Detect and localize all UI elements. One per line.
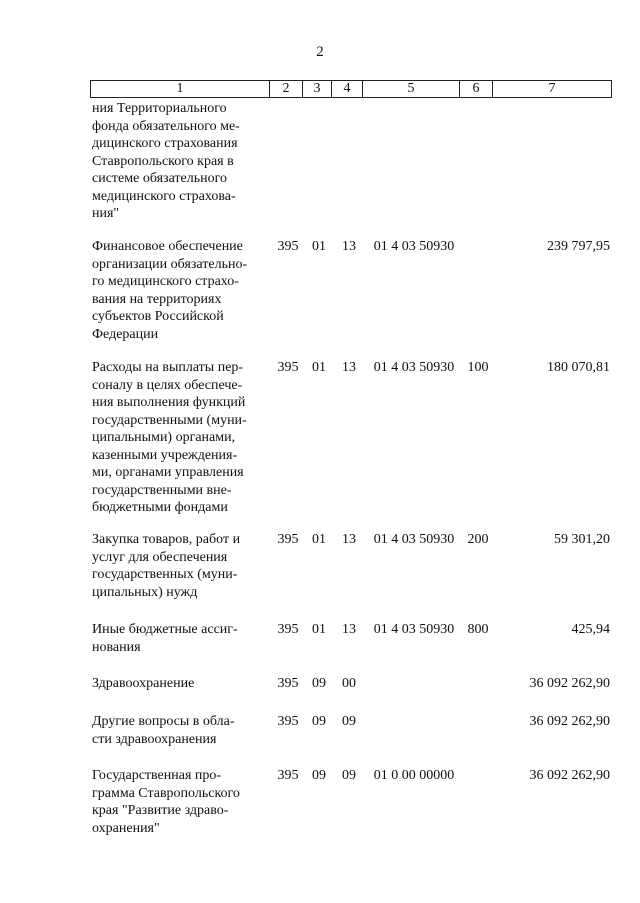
- row-name-line: вания на территориях: [92, 291, 222, 307]
- row-name-line: ципальными) органами,: [92, 430, 236, 445]
- row-csr: 01 4 03 50930: [373, 532, 455, 547]
- row-sum: 180 070,81: [547, 360, 610, 375]
- row-name: [92, 100, 267, 223]
- row-pr: 13: [342, 532, 356, 547]
- row-name-line: нования: [92, 639, 141, 655]
- row-name-line: системе обязательного: [92, 171, 228, 186]
- row-name-line: охранения": [92, 820, 160, 836]
- row-ved: 395: [277, 360, 299, 375]
- row-name-line: государственными (муни-: [92, 412, 247, 428]
- row-name-line: Ставропольского края в: [92, 153, 234, 169]
- row-pr: 13: [342, 360, 356, 375]
- row-name-line: ми, органами управления: [92, 465, 244, 480]
- row-sum: 239 797,95: [547, 239, 610, 254]
- row-ved: 395: [277, 239, 299, 254]
- row-name-line: Другие вопросы в обла-: [92, 714, 235, 729]
- row-name-line: соналу в целях обеспече-: [92, 377, 243, 393]
- row-csr: 01 4 03 50930: [373, 622, 455, 637]
- row-name-line: бюджетными фондами: [92, 500, 228, 515]
- row-name-line: Федерации: [92, 326, 159, 342]
- row-rz: 01: [312, 239, 326, 254]
- row-rz: 09: [312, 676, 326, 691]
- row-name-line: государственными вне-: [92, 482, 232, 498]
- page-number: 2: [316, 44, 324, 60]
- row-name-line: Государственная про-: [92, 768, 222, 783]
- row-vr: 800: [467, 622, 489, 637]
- row-pr: 09: [342, 714, 356, 729]
- row-name-line: грамма Ставропольского: [92, 785, 240, 801]
- row-ved: 395: [277, 622, 299, 637]
- row-name-line: ния выполнения функций: [92, 395, 246, 410]
- row-rz: 09: [312, 768, 326, 783]
- row-name-line: фонда обязательного ме-: [92, 118, 240, 134]
- row-name-line: организации обязательно-: [92, 256, 248, 272]
- row-name-line: услуг для обеспечения: [92, 549, 228, 565]
- row-name-line: края "Развитие здраво-: [92, 803, 229, 818]
- row-name-line: Финансовое обеспечение: [92, 239, 243, 254]
- row-name: [92, 621, 267, 656]
- header-col-5: 5: [363, 81, 460, 98]
- row-rz: 01: [312, 360, 326, 375]
- row-sum: 59 301,20: [554, 532, 610, 547]
- row-pr: 13: [342, 239, 356, 254]
- row-name: [92, 713, 267, 748]
- row-name: [92, 767, 267, 837]
- row-name-line: ния": [92, 206, 120, 221]
- row-vr: 200: [467, 532, 489, 547]
- row-csr: 01 0 00 00000: [373, 768, 455, 783]
- row-rz: 09: [312, 714, 326, 729]
- header-col-4: 4: [332, 81, 363, 98]
- row-name-line: казенными учреждения-: [92, 447, 238, 463]
- row-ved: 395: [277, 768, 299, 783]
- row-sum: 36 092 262,90: [529, 676, 610, 691]
- row-csr: 01 4 03 50930: [373, 360, 455, 375]
- row-name-line: Закупка товаров, работ и: [92, 532, 241, 547]
- row-sum: 425,94: [571, 622, 610, 637]
- row-name-line: дицинского страхования: [92, 136, 238, 151]
- row-name-line: Иные бюджетные ассиг-: [92, 622, 238, 637]
- row-name-line: Расходы на выплаты пер-: [92, 360, 244, 375]
- column-header-table: [90, 80, 612, 98]
- header-col-1: 1: [91, 81, 270, 98]
- row-name-line: государственных (муни-: [92, 567, 238, 582]
- row-sum: 36 092 262,90: [529, 768, 610, 783]
- row-name: [92, 359, 267, 517]
- row-ved: 395: [277, 676, 299, 691]
- header-col-6: 6: [460, 81, 493, 98]
- row-ved: 395: [277, 714, 299, 729]
- row-pr: 00: [342, 676, 356, 691]
- row-name: [92, 531, 267, 601]
- row-name-line: Здравоохранение: [92, 676, 195, 691]
- row-name-line: ципальных) нужд: [92, 584, 198, 600]
- row-pr: 09: [342, 768, 356, 783]
- header-col-2: 2: [270, 81, 303, 98]
- row-name-line: сти здравоохранения: [92, 731, 217, 747]
- row-rz: 01: [312, 532, 326, 547]
- row-ved: 395: [277, 532, 299, 547]
- row-vr: 100: [467, 360, 489, 375]
- row-rz: 01: [312, 622, 326, 637]
- row-name-line: го медицинского страхо-: [92, 274, 239, 289]
- row-name-line: медицинского страхова-: [92, 188, 236, 204]
- row-name: [92, 238, 267, 343]
- row-csr: 01 4 03 50930: [373, 239, 455, 254]
- row-name-line: ния Территориального: [92, 101, 227, 116]
- row-name-line: субъектов Российской: [92, 309, 224, 324]
- row-sum: 36 092 262,90: [529, 714, 610, 729]
- header-col-3: 3: [303, 81, 332, 98]
- row-name: [92, 675, 267, 693]
- row-pr: 13: [342, 622, 356, 637]
- header-col-7: 7: [493, 81, 612, 98]
